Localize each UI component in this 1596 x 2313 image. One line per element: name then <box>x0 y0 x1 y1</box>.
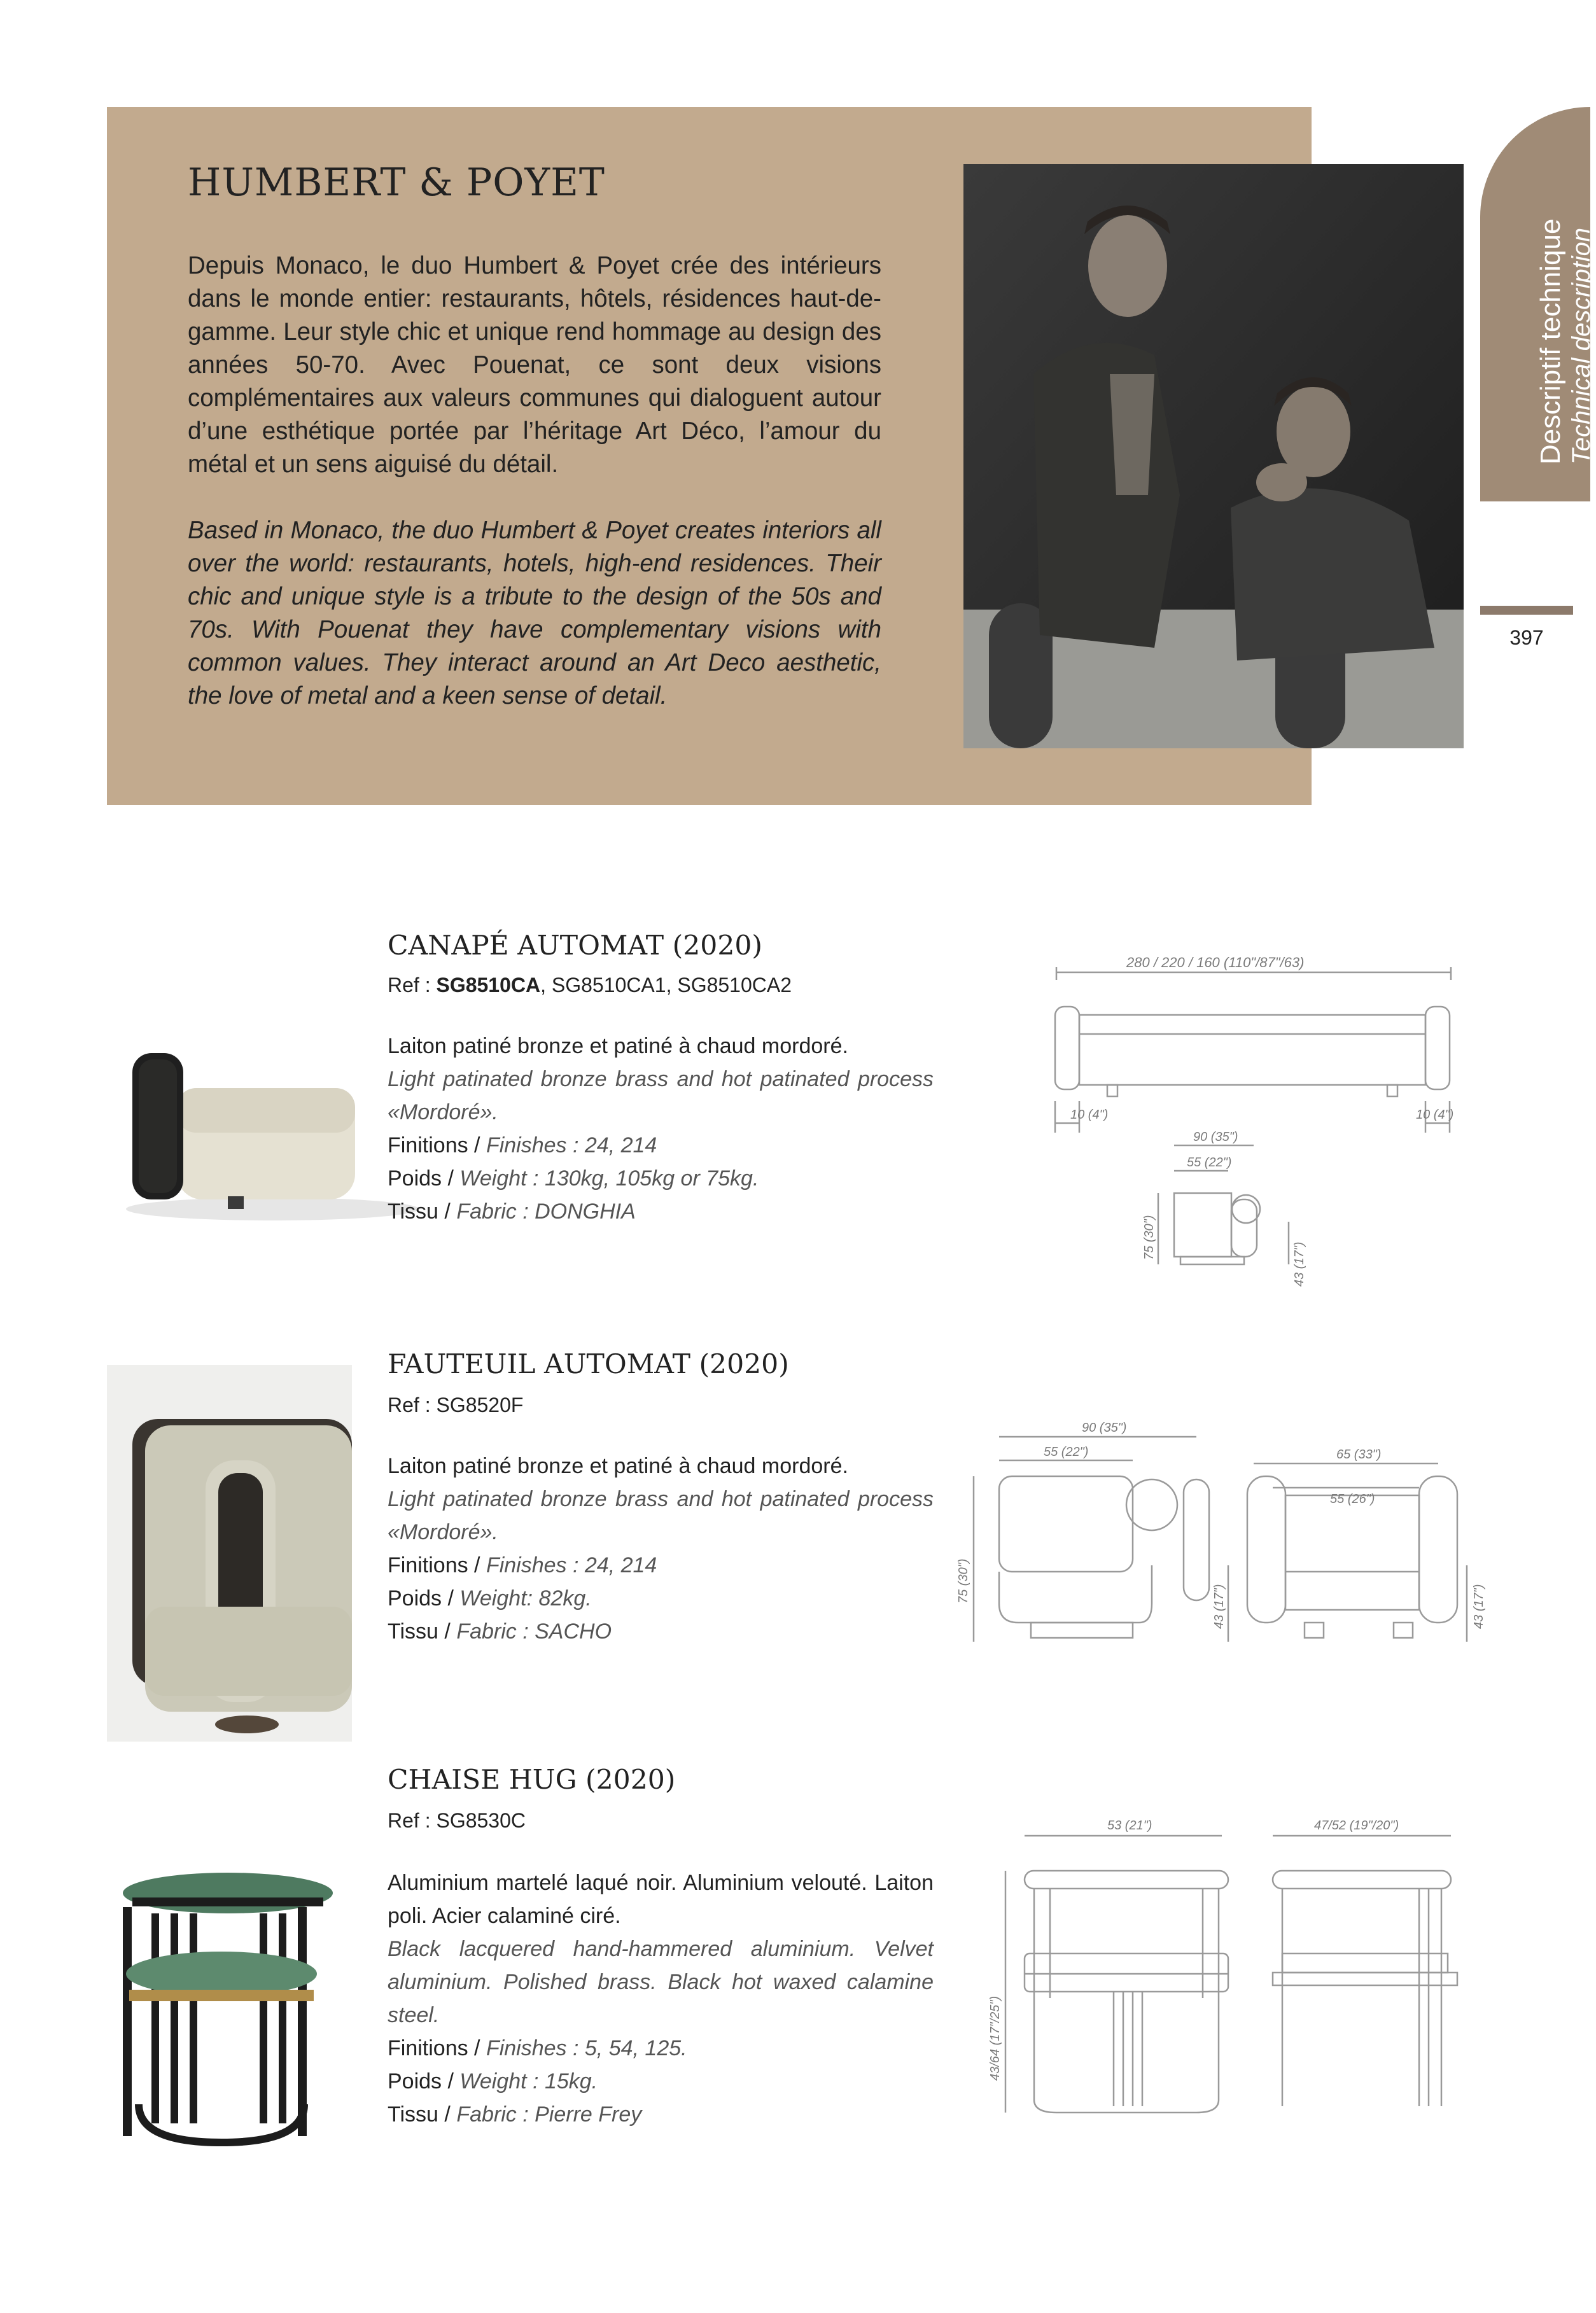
intro-text-fr: Depuis Monaco, le duo Humbert & Poyet crée des intérieurs dans le monde entier: restaurants, hôtels, résidences haut-de-gamme. Leur style chic et unique rend hommage au design des années 50-70. Avec Pouenat, ce sont deux visions complémentaires aux valeurs communes qui dialoguent autour d’une esthétique portée par l’héritage Art Déco, l’amour du métal et un sens aiguisé du détail. <box>188 252 881 478</box>
weight-value: Weight: 82kg. <box>459 1586 592 1611</box>
fabric-line <box>388 1195 934 1228</box>
page-number: 397 <box>1509 626 1544 649</box>
intro-text <box>188 249 881 713</box>
dim-seat-height-front: 43 (17") <box>1472 1584 1486 1629</box>
designer-title: HUMBERT & POYET <box>188 160 605 205</box>
weight-line <box>388 1582 934 1615</box>
intro-text-en: Based in Monaco, the duo Humbert & Poyet creates interiors all over the world: restaurants, hotels, high-end residences. Their chic and unique style is a tribute to the design of the 50s and 70s. With Pouenat they have complementary visions with common values. They interact around an Art Deco aesthetic, the love of metal and a keen sense of detail. <box>188 517 881 709</box>
dim-seat-depth: 55 (22") <box>1044 1445 1089 1459</box>
dim-width: 53 (21") <box>1107 1819 1152 1833</box>
dim-depth: 90 (35") <box>1193 1130 1238 1144</box>
ref-variants: , SG8510CA1, SG8510CA2 <box>540 974 792 996</box>
poids-label: Poids / <box>388 1166 454 1191</box>
finishes-line <box>388 1549 934 1582</box>
material-fr: Aluminium martelé laqué noir. Aluminium velouté. Laiton poli. Acier calaminé ciré. <box>388 1871 934 1928</box>
tissu-label: Tissu / <box>388 1199 451 1224</box>
dim-depth: 90 (35") <box>1082 1421 1127 1435</box>
finishes-value: Finishes : 24, 214 <box>486 1553 657 1577</box>
canape-technical-drawing <box>1044 954 1464 1298</box>
page-rule <box>1480 606 1573 615</box>
finitions-label: Finitions / <box>388 2036 480 2060</box>
chaise-illustration <box>107 1786 352 2156</box>
fauteuil-illustration <box>107 1365 352 1742</box>
dim-seat-height: 43 (17") <box>1292 1241 1306 1287</box>
chaise-photo <box>107 1786 352 2156</box>
dim-height: 75 (30") <box>956 1558 970 1604</box>
weight-line <box>388 2065 934 2098</box>
ref-label: Ref : <box>388 974 431 996</box>
material-fr: Laiton patiné bronze et patiné à chaud mordoré. <box>388 1034 848 1058</box>
designers-portrait <box>963 164 1464 748</box>
fabric-line <box>388 2098 934 2131</box>
weight-value: Weight : 130kg, 105kg or 75kg. <box>459 1166 759 1191</box>
product-ref: Ref : SG8530C <box>388 1809 526 1832</box>
dim-height: 43/64 (17"/25") <box>988 1995 1002 2081</box>
section-label-fr: Descriptif technique <box>1535 218 1566 465</box>
fauteuil-photo <box>107 1365 352 1742</box>
fabric-value: Fabric : Pierre Frey <box>456 2102 642 2127</box>
product-title: CHAISE HUG (2020) <box>388 1764 676 1796</box>
dim-depth: 47/52 (19"/20") <box>1314 1819 1399 1833</box>
weight-line <box>388 1162 934 1195</box>
material-fr: Laiton patiné bronze et patiné à chaud mordoré. <box>388 1454 848 1478</box>
fabric-line <box>388 1615 934 1648</box>
material-en: Light patinated bronze brass and hot patinated process «Mordoré». <box>388 1487 934 1544</box>
portrait-illustration <box>963 164 1464 748</box>
fabric-value: Fabric : SACHO <box>456 1619 612 1644</box>
dim-width: 280 / 220 / 160 (110"/87"/63) <box>1126 954 1305 970</box>
dim-arm-right: 10 (4") <box>1416 1108 1454 1122</box>
section-label-en: Technical description <box>1567 227 1595 465</box>
finishes-value: Finishes : 24, 214 <box>486 1133 657 1157</box>
product-ref <box>388 974 792 997</box>
canape-illustration <box>107 1015 352 1234</box>
product-title: CANAPÉ AUTOMAT (2020) <box>388 930 762 961</box>
product-title: FAUTEUIL AUTOMAT (2020) <box>388 1349 789 1380</box>
finitions-label: Finitions / <box>388 1133 480 1157</box>
dim-height: 75 (30") <box>1142 1215 1156 1260</box>
product-specs <box>388 1866 934 2131</box>
tissu-label: Tissu / <box>388 2102 451 2127</box>
product-specs <box>388 1030 934 1228</box>
poids-label: Poids / <box>388 1586 454 1611</box>
chaise-technical-drawing <box>980 1807 1476 2163</box>
ref-main: SG8510CA <box>436 974 541 996</box>
dim-seat-width: 55 (26") <box>1330 1492 1375 1506</box>
poids-label: Poids / <box>388 2069 454 2093</box>
canape-photo <box>107 1015 352 1234</box>
finitions-label: Finitions / <box>388 1553 480 1577</box>
material-en: Light patinated bronze brass and hot patinated process «Mordoré». <box>388 1067 934 1124</box>
dim-width: 65 (33") <box>1336 1448 1382 1462</box>
product-ref: Ref : SG8520F <box>388 1394 524 1416</box>
product-specs <box>388 1450 934 1648</box>
tissu-label: Tissu / <box>388 1619 451 1644</box>
finishes-line <box>388 1129 934 1162</box>
fauteuil-technical-drawing <box>948 1413 1489 1667</box>
fabric-value: Fabric : DONGHIA <box>456 1199 636 1224</box>
finishes-value: Finishes : 5, 54, 125. <box>486 2036 687 2060</box>
weight-value: Weight : 15kg. <box>459 2069 598 2093</box>
dim-seat-depth: 55 (22") <box>1187 1156 1232 1170</box>
dim-arm-left: 10 (4") <box>1070 1108 1109 1122</box>
dim-seat-height: 43 (17") <box>1212 1584 1226 1629</box>
section-label <box>1535 83 1596 465</box>
finishes-line <box>388 2032 934 2065</box>
material-en: Black lacquered hand-hammered aluminium. Velvet aluminium. Polished brass. Black hot waxed calamine steel. <box>388 1937 934 2027</box>
